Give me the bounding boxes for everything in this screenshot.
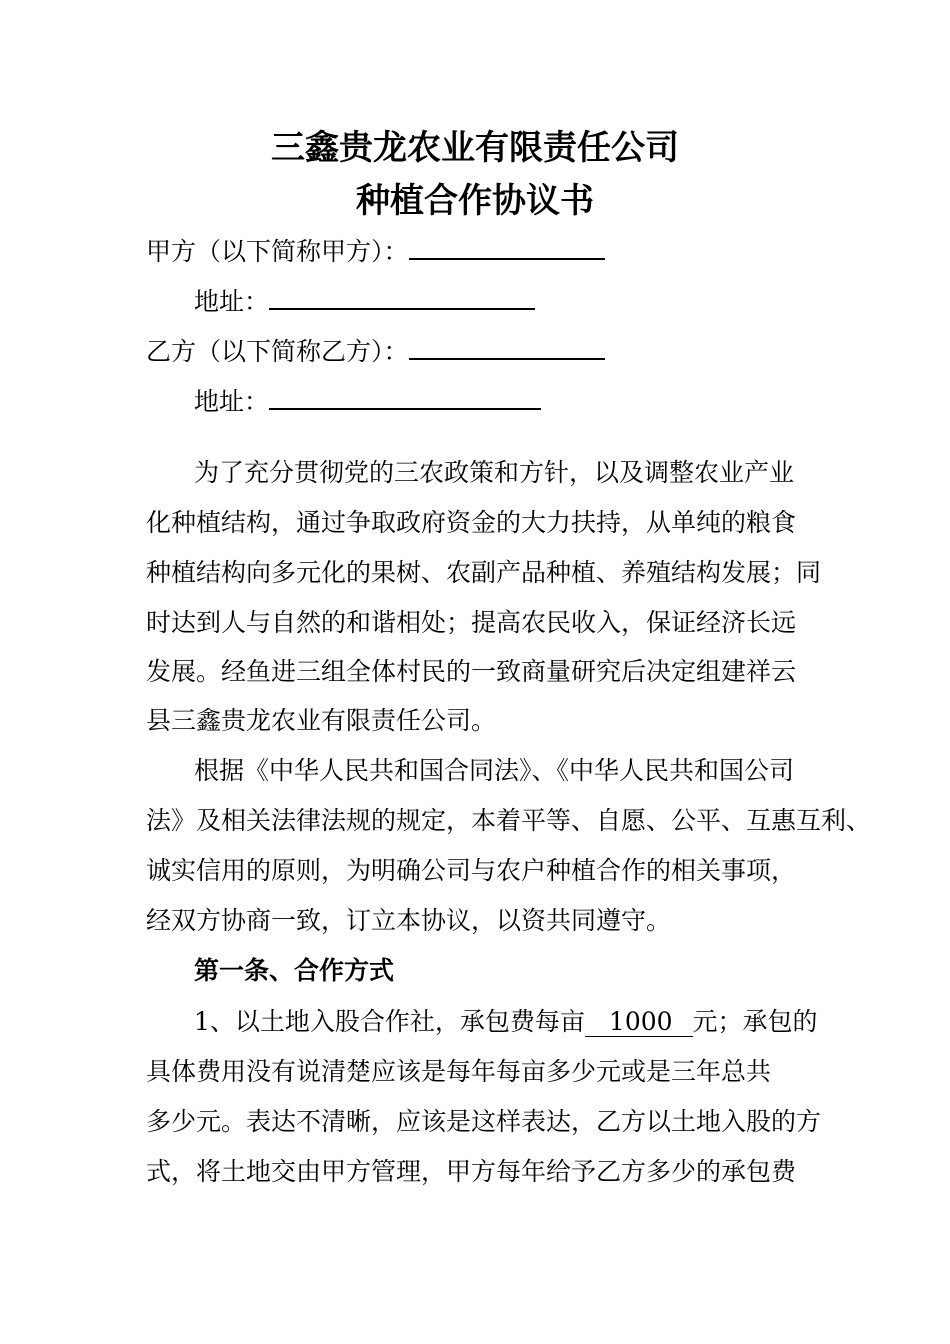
- party-b-address-blank: [269, 382, 541, 410]
- paragraph-1-line: 时达到人与自然的和谐相处；提高农民收入，保证经济长远: [146, 608, 797, 637]
- paragraph-1-line: 发展。经鱼进三组全体村民的一致商量研究后决定组建祥云: [146, 657, 797, 686]
- clause-1-suffix: 元；承包的: [692, 1007, 818, 1036]
- party-a-address-row: [194, 282, 535, 318]
- party-b-label: 乙方（以下简称乙方）：: [146, 337, 409, 366]
- paragraph-1-line: 县三鑫贵龙农业有限责任公司。: [146, 706, 497, 735]
- article-1-heading: 第一条、合作方式: [194, 956, 395, 985]
- fee-per-mu-value: 1000: [585, 1008, 693, 1037]
- clause-1-line: 具体费用没有说清楚应该是每年每亩多少元或是三年总共: [146, 1057, 772, 1086]
- document-title-agreement: 种植合作协议书: [356, 181, 594, 221]
- party-a-address-label: 地址：: [194, 287, 270, 316]
- party-a-row: [146, 232, 605, 268]
- paragraph-2-line: 诚实信用的原则，为明确公司与农户种植合作的相关事项，: [146, 856, 797, 885]
- party-b-address-label: 地址：: [194, 387, 270, 416]
- paragraph-2-line: 法》及相关法律法规的规定，本着平等、自愿、公平、互惠互利、: [146, 806, 872, 835]
- document-title-company: 三鑫贵龙农业有限责任公司: [271, 128, 679, 168]
- paragraph-2-line: 根据《中华人民共和国合同法》、《中华人民共和国公司: [194, 756, 795, 785]
- clause-1-line: 多少元。表达不清晰，应该是这样表达，乙方以土地入股的方: [146, 1107, 822, 1136]
- party-b-address-row: [194, 382, 541, 418]
- party-a-label: 甲方（以下简称甲方）：: [146, 237, 409, 266]
- party-b-row: [146, 332, 605, 368]
- party-b-name-blank: [409, 332, 605, 360]
- paragraph-1-line: 为了充分贯彻党的三农政策和方针，以及调整农业产业: [194, 458, 795, 487]
- paragraph-1-line: 化种植结构，通过争取政府资金的大力扶持，从单纯的粮食: [146, 508, 797, 537]
- clause-1-line: 式，将土地交由甲方管理，甲方每年给予乙方多少的承包费: [146, 1157, 797, 1186]
- clause-1-prefix: 1、以土地入股合作社，承包费每亩: [194, 1007, 585, 1036]
- paragraph-2-line: 经双方协商一致，订立本协议，以资共同遵守。: [146, 906, 672, 935]
- paragraph-1-line: 种植结构向多元化的果树、农副产品种植、养殖结构发展；同: [146, 558, 822, 587]
- clause-1-row: [194, 1006, 818, 1038]
- party-a-address-blank: [269, 282, 535, 310]
- party-a-name-blank: [409, 232, 605, 260]
